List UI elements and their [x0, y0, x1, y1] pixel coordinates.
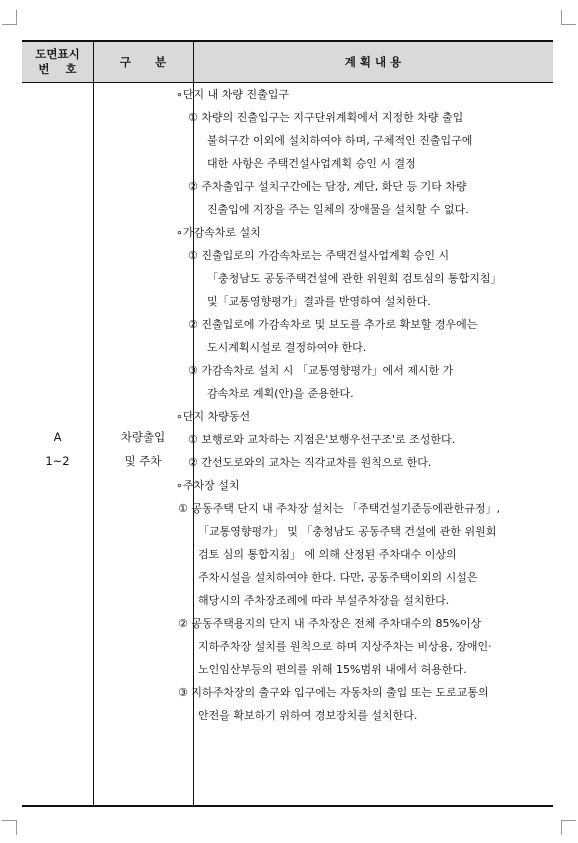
content-line: ① 보행로와 교차하는 지점은'보행우선구조'로 조성한다. — [188, 433, 456, 446]
content-line: 대한 사항은 주택건설사업계획 승인 시 결정 — [207, 157, 416, 170]
content-line: ② 주차출입구 설치구간에는 담장, 계단, 화단 등 기타 차량 — [188, 180, 467, 193]
content-line: 검토 심의 통합지침」 에 의해 산정된 주차대수 이상의 — [198, 548, 457, 561]
row-category — [93, 425, 193, 473]
header-drawing-number — [22, 42, 93, 82]
content-line: ∘단지 차량동선 — [176, 410, 251, 423]
content-line: 도시계획시설로 결정하여야 한다. — [207, 341, 367, 354]
header-plan-content: 계 획 내 용 — [344, 55, 402, 69]
crop-mark-bottom-right — [561, 820, 576, 835]
content-line: ③ 가감속차로 설치 시 「교통영향평가」에서 제시한 가 — [188, 364, 454, 377]
content-line: ∘가감속차로 설치 — [176, 226, 261, 239]
row-id-line1: A — [53, 430, 62, 444]
content-line: 및「교통영향평가」결과를 반영하여 설치한다. — [207, 295, 431, 308]
crop-mark-bottom-left — [2, 820, 17, 835]
content-line: ① 차량의 진출입구는 지구단위계획에서 지정한 차량 출입 — [188, 111, 464, 124]
content-line: ∘단지 내 차량 진출입구 — [176, 88, 290, 101]
content-line: 불허구간 이외에 설치하여야 하며, 구체적인 진출입구에 — [207, 134, 473, 147]
row-category-line2: 및 주차 — [124, 454, 162, 468]
row-id-line2: 1~2 — [45, 454, 70, 468]
content-line: 「충청남도 공동주택건설에 관한 위원회 검토심의 통합지침」 — [207, 272, 502, 285]
content-line: ∘주차장 설치 — [176, 479, 240, 492]
content-line: 해당시의 주차장조례에 따라 부설주차장을 설치한다. — [198, 594, 450, 607]
content-line: ① 진출입로의 가감속차로는 주택건설사업계획 승인 시 — [188, 249, 450, 262]
column-divider-1 — [93, 42, 94, 805]
content-line: 진출입에 지장을 주는 일체의 장애물을 설치할 수 없다. — [207, 203, 469, 216]
content-line: 안전을 확보하기 위하여 경보장치를 설치한다. — [198, 709, 418, 722]
row-category-line1: 차량출입 — [120, 430, 166, 444]
content-line: ② 간선도로와의 교차는 직각교차를 원칙으로 한다. — [188, 456, 432, 469]
header-drawing-number-line1: 도면표시 — [35, 47, 80, 61]
content-line: 감속차로 계획(안)을 준용한다. — [207, 387, 354, 400]
content-line: 지하주차장 설치를 원칙으로 하며 지상주차는 비상용, 장애인· — [198, 640, 492, 653]
content-line: ② 공동주택용지의 단지 내 주차장은 전체 주차대수의 85%이상 — [178, 617, 482, 630]
row-drawing-number — [22, 425, 93, 473]
content-line: ② 진출입로에 가감속차로 및 보도를 추가로 확보할 경우에는 — [188, 318, 478, 331]
content-line: ③ 지하주차장의 출구와 입구에는 자동차의 출입 또는 도로교통의 — [178, 686, 489, 699]
content-line: 「교통영향평가」 및 「충청남도 공동주택 건설에 관한 위원회 — [198, 525, 497, 538]
header-drawing-number-line2: 번 호 — [38, 62, 77, 76]
crop-mark-top-right — [561, 10, 576, 25]
table-header — [22, 42, 553, 83]
header-category: 구 분 — [119, 55, 167, 69]
crop-mark-top-left — [2, 10, 17, 25]
content-line: 주차시설을 설치하여야 한다. 다만, 공동주택이외의 시설은 — [198, 571, 478, 584]
content-line: ① 공동주택 단지 내 주차장 설치는 「주택건설기준등에관한규정」, — [178, 502, 500, 515]
content-line: 노인임산부등의 편의를 위해 15%범위 내에서 허용한다. — [198, 663, 467, 676]
